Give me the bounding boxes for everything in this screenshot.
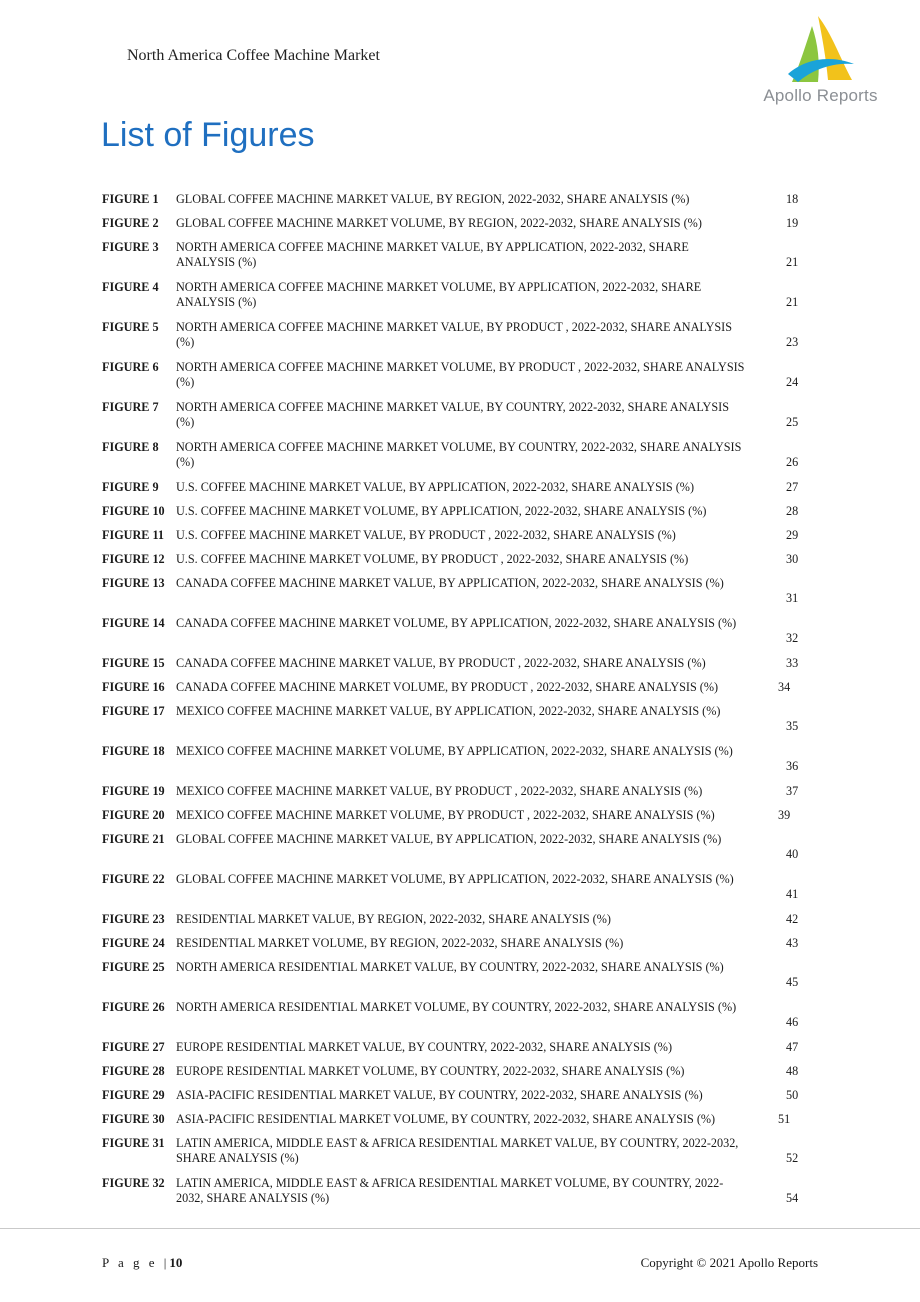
figure-title: MEXICO COFFEE MACHINE MARKET VOLUME, BY APPLICATION, 2022-2032, SHARE ANALYSIS (%) [176,744,733,758]
figure-title: NORTH AMERICA COFFEE MACHINE MARKET VOLUME, BY COUNTRY, 2022-2032, SHARE ANALYSIS (%) [176,440,742,469]
figure-entry[interactable] [102,1040,818,1064]
figure-title: NORTH AMERICA COFFEE MACHINE MARKET VOLUME, BY APPLICATION, 2022-2032, SHARE ANALYSIS (%) [176,280,702,309]
figure-page-number: 43 [786,936,799,950]
figure-entry[interactable] [102,1064,818,1088]
figure-page-number: 37 [786,784,799,798]
figure-label: FIGURE 15 [102,656,165,670]
figure-label: FIGURE 12 [102,552,165,566]
figure-page-number: 35 [786,719,799,733]
figure-label: FIGURE 24 [102,936,165,950]
figure-entry[interactable] [102,1112,818,1136]
figure-entry[interactable] [102,744,818,784]
figure-title: RESIDENTIAL MARKET VOLUME, BY REGION, 2022-2032, SHARE ANALYSIS (%) [176,936,624,950]
figure-label: FIGURE 30 [102,1112,165,1126]
figure-label: FIGURE 29 [102,1088,165,1102]
figure-entry[interactable] [102,960,818,1000]
figure-entry[interactable] [102,1136,818,1176]
figure-title: RESIDENTIAL MARKET VALUE, BY REGION, 2022-2032, SHARE ANALYSIS (%) [176,912,611,926]
figure-page-number: 36 [786,759,799,773]
figure-title: MEXICO COFFEE MACHINE MARKET VALUE, BY PRODUCT , 2022-2032, SHARE ANALYSIS (%) [176,784,703,798]
figure-label: FIGURE 21 [102,832,165,846]
figure-page-number: 46 [786,1015,799,1029]
figure-title: ASIA-PACIFIC RESIDENTIAL MARKET VOLUME, BY COUNTRY, 2022-2032, SHARE ANALYSIS (%) [176,1112,716,1126]
figure-page-number: 48 [786,1064,799,1078]
figure-page-number: 42 [786,912,799,926]
document-header-title: North America Coffee Machine Market [127,47,380,64]
figure-title: NORTH AMERICA RESIDENTIAL MARKET VOLUME, BY COUNTRY, 2022-2032, SHARE ANALYSIS (%) [176,1000,737,1014]
figure-page-number: 24 [786,375,799,389]
figure-entry[interactable] [102,192,818,216]
figure-page-number: 18 [786,192,799,206]
figure-page-number: 23 [786,335,799,349]
figure-page-number: 21 [786,295,799,309]
figure-label: FIGURE 14 [102,616,165,630]
figure-page-number: 26 [786,455,799,469]
figure-entry[interactable] [102,400,818,440]
figure-page-number: 25 [786,415,799,429]
figure-label: FIGURE 23 [102,912,165,926]
figure-label: FIGURE 18 [102,744,165,758]
figure-label: FIGURE 6 [102,360,159,374]
figure-entry[interactable] [102,480,818,504]
logo-wordmark: Apollo Reports [763,86,878,105]
figure-entry[interactable] [102,704,818,744]
figure-entry[interactable] [102,1176,818,1216]
figure-page-number: 32 [786,631,799,645]
figure-title: GLOBAL COFFEE MACHINE MARKET VALUE, BY REGION, 2022-2032, SHARE ANALYSIS (%) [176,192,690,206]
figure-title: MEXICO COFFEE MACHINE MARKET VALUE, BY APPLICATION, 2022-2032, SHARE ANALYSIS (%) [176,704,721,718]
figure-entry[interactable] [102,680,818,704]
figure-page-number: 51 [778,1112,791,1126]
figure-label: FIGURE 13 [102,576,165,590]
figure-title: NORTH AMERICA RESIDENTIAL MARKET VALUE, BY COUNTRY, 2022-2032, SHARE ANALYSIS (%) [176,960,724,974]
figure-page-number: 34 [778,680,791,694]
figure-entry[interactable] [102,808,818,832]
figure-title: MEXICO COFFEE MACHINE MARKET VOLUME, BY PRODUCT , 2022-2032, SHARE ANALYSIS (%) [176,808,715,822]
figure-entry[interactable] [102,216,818,240]
figure-title: U.S. COFFEE MACHINE MARKET VALUE, BY PRODUCT , 2022-2032, SHARE ANALYSIS (%) [176,528,676,542]
figure-label: FIGURE 11 [102,528,164,542]
figure-entry[interactable] [102,1000,818,1040]
figure-entry[interactable] [102,784,818,808]
figure-label: FIGURE 26 [102,1000,165,1014]
figure-entry[interactable] [102,240,818,280]
figure-page-number: 28 [786,504,799,518]
figure-label: FIGURE 4 [102,280,159,294]
figure-title: CANADA COFFEE MACHINE MARKET VALUE, BY PRODUCT , 2022-2032, SHARE ANALYSIS (%) [176,656,706,670]
figure-label: FIGURE 10 [102,504,165,518]
figure-page-number: 19 [786,216,799,230]
figure-title: CANADA COFFEE MACHINE MARKET VALUE, BY APPLICATION, 2022-2032, SHARE ANALYSIS (%) [176,576,724,590]
figure-entry[interactable] [102,832,818,872]
figure-page-number: 21 [786,255,799,269]
figure-title: U.S. COFFEE MACHINE MARKET VOLUME, BY PRODUCT , 2022-2032, SHARE ANALYSIS (%) [176,552,689,566]
figure-entry[interactable] [102,936,818,960]
figure-label: FIGURE 8 [102,440,159,454]
figure-label: FIGURE 32 [102,1176,165,1190]
figure-label: FIGURE 16 [102,680,165,694]
figure-label: FIGURE 3 [102,240,159,254]
figure-page-number: 31 [786,591,799,605]
figure-page-number: 47 [786,1040,799,1054]
figure-entry[interactable] [102,504,818,528]
figure-label: FIGURE 7 [102,400,159,414]
figure-entry[interactable] [102,552,818,576]
figure-label: FIGURE 19 [102,784,165,798]
figure-label: FIGURE 27 [102,1040,165,1054]
figure-page-number: 39 [778,808,791,822]
figure-entry[interactable] [102,656,818,680]
figure-title: U.S. COFFEE MACHINE MARKET VALUE, BY APPLICATION, 2022-2032, SHARE ANALYSIS (%) [176,480,695,494]
figure-page-number: 41 [786,887,799,901]
figure-entry[interactable] [102,576,818,616]
figure-entry[interactable] [102,360,818,400]
figure-title: NORTH AMERICA COFFEE MACHINE MARKET VALUE, BY COUNTRY, 2022-2032, SHARE ANALYSIS (%) [176,400,729,429]
figure-label: FIGURE 28 [102,1064,165,1078]
apollo-reports-logo [748,14,893,109]
figure-label: FIGURE 22 [102,872,165,886]
figure-entry[interactable] [102,872,818,912]
figure-page-number: 30 [786,552,799,566]
figure-entry[interactable] [102,440,818,480]
page-number: 10 [169,1255,183,1270]
figure-label: FIGURE 9 [102,480,159,494]
figures-list [102,192,818,1216]
figure-entry[interactable] [102,280,818,320]
copyright-footer: Copyright © 2021 Apollo Reports [640,1255,818,1270]
figure-page-number: 45 [786,975,799,989]
figure-label: FIGURE 5 [102,320,159,334]
figure-title: U.S. COFFEE MACHINE MARKET VOLUME, BY APPLICATION, 2022-2032, SHARE ANALYSIS (%) [176,504,707,518]
figure-title: LATIN AMERICA, MIDDLE EAST & AFRICA RESIDENTIAL MARKET VOLUME, BY COUNTRY, 2022- 2032, SHARE ANALYSIS (%) [176,1176,724,1205]
figure-title: NORTH AMERICA COFFEE MACHINE MARKET VOLUME, BY PRODUCT , 2022-2032, SHARE ANALYSIS (%) [176,360,745,389]
figure-entry[interactable] [102,320,818,360]
footer-divider [0,1228,920,1229]
figure-label: FIGURE 2 [102,216,159,230]
figure-title: GLOBAL COFFEE MACHINE MARKET VALUE, BY APPLICATION, 2022-2032, SHARE ANALYSIS (%) [176,832,722,846]
apollo-logo-icon [788,14,856,86]
page-title: List of Figures [101,116,315,154]
figure-title: NORTH AMERICA COFFEE MACHINE MARKET VALUE, BY APPLICATION, 2022-2032, SHARE ANALYSIS (%) [176,240,689,269]
figure-label: FIGURE 1 [102,192,159,206]
figure-page-number: 27 [786,480,799,494]
figure-page-number: 29 [786,528,799,542]
figure-title: NORTH AMERICA COFFEE MACHINE MARKET VALUE, BY PRODUCT , 2022-2032, SHARE ANALYSIS (%) [176,320,733,349]
figure-title: EUROPE RESIDENTIAL MARKET VALUE, BY COUNTRY, 2022-2032, SHARE ANALYSIS (%) [176,1040,672,1054]
figure-label: FIGURE 25 [102,960,165,974]
figure-entry[interactable] [102,1088,818,1112]
figure-title: CANADA COFFEE MACHINE MARKET VOLUME, BY APPLICATION, 2022-2032, SHARE ANALYSIS (%) [176,616,737,630]
page-number-footer [102,1255,182,1271]
figure-label: FIGURE 17 [102,704,165,718]
figure-title: LATIN AMERICA, MIDDLE EAST & AFRICA RESIDENTIAL MARKET VALUE, BY COUNTRY, 2022-2032, SHARE ANALYSIS (%) [176,1136,739,1165]
page-label: P a g e | [102,1255,170,1270]
figure-page-number: 54 [786,1191,799,1205]
figure-title: GLOBAL COFFEE MACHINE MARKET VOLUME, BY APPLICATION, 2022-2032, SHARE ANALYSIS (%) [176,872,734,886]
figure-label: FIGURE 20 [102,808,165,822]
figure-title: EUROPE RESIDENTIAL MARKET VOLUME, BY COUNTRY, 2022-2032, SHARE ANALYSIS (%) [176,1064,685,1078]
figure-title: CANADA COFFEE MACHINE MARKET VOLUME, BY PRODUCT , 2022-2032, SHARE ANALYSIS (%) [176,680,719,694]
figure-label: FIGURE 31 [102,1136,165,1150]
figure-title: ASIA-PACIFIC RESIDENTIAL MARKET VALUE, BY COUNTRY, 2022-2032, SHARE ANALYSIS (%) [176,1088,703,1102]
figure-title: GLOBAL COFFEE MACHINE MARKET VOLUME, BY REGION, 2022-2032, SHARE ANALYSIS (%) [176,216,702,230]
figure-entry[interactable] [102,616,818,656]
figure-page-number: 50 [786,1088,799,1102]
figure-page-number: 33 [786,656,799,670]
figure-page-number: 40 [786,847,799,861]
figure-page-number: 52 [786,1151,799,1165]
figure-entry[interactable] [102,528,818,552]
figure-entry[interactable] [102,912,818,936]
